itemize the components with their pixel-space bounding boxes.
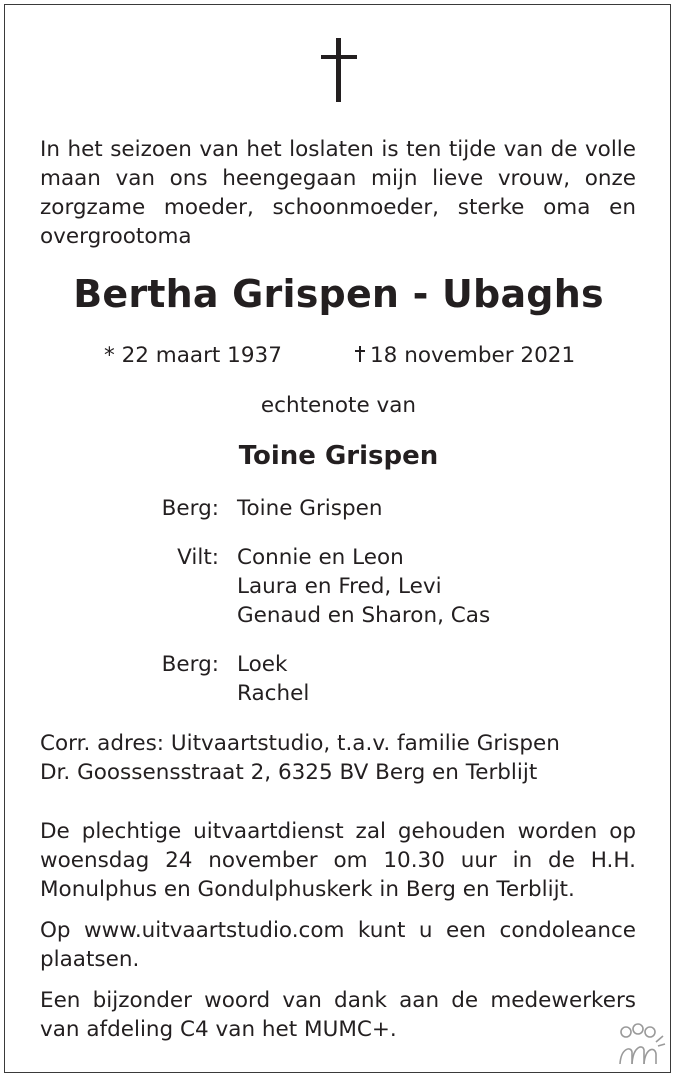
deceased-name: Bertha Grispen - Ubaghs — [73, 272, 604, 316]
family-names-2 — [237, 543, 490, 630]
spouse-intro: echtenote van — [260, 393, 417, 418]
condolence-text: Op www.uitvaartstudio.com kunt u een condoleance plaatsen. — [40, 918, 636, 972]
service-text: De plechtige uitvaartdienst zal gehouden worden op woensdag 24 november om 10.30 uur in de H.H. Monulphus en Gondulphuskerk in Berg en Terblijt. — [40, 819, 636, 902]
family-member: Loek — [237, 652, 288, 677]
birth-date: * 22 maart 1937 — [104, 343, 282, 368]
spouse-name: Toine Grispen — [238, 441, 439, 471]
family-member: Laura en Fred, Levi — [237, 574, 442, 599]
family-member: Connie en Leon — [237, 545, 404, 570]
correspondence-line-2: Dr. Goossensstraat 2, 6325 BV Berg en Terblijt — [40, 760, 538, 785]
family-place-1: Berg: — [161, 496, 219, 521]
intro-text: In het seizoen van het loslaten is ten tijde van de volle maan van ons heengegaan mijn lieve vrouw, onze zorgzame moeder, schoonmoeder, sterke oma en overgrootoma — [40, 137, 636, 249]
logo-people-icon — [616, 1022, 666, 1068]
family-place-2: Vilt: — [177, 545, 219, 570]
family-member: Genaud en Sharon, Cas — [237, 603, 491, 628]
correspondence-line-1: Corr. adres: Uitvaartstudio, t.a.v. familie Grispen — [40, 731, 560, 756]
death-date: 18 november 2021 — [354, 341, 575, 371]
family-member: Toine Grispen — [237, 496, 383, 521]
birth-star: * — [104, 343, 115, 368]
family-place-3: Berg: — [161, 652, 219, 677]
family-member: Rachel — [237, 681, 310, 706]
small-cross-icon — [354, 346, 366, 362]
family-names-1 — [237, 494, 382, 523]
family-names-3 — [237, 650, 309, 708]
thanks-text: Een bijzonder woord van dank aan de medewerkers van afdeling C4 van het MUMC+. — [40, 988, 636, 1042]
cross-icon — [318, 38, 360, 102]
